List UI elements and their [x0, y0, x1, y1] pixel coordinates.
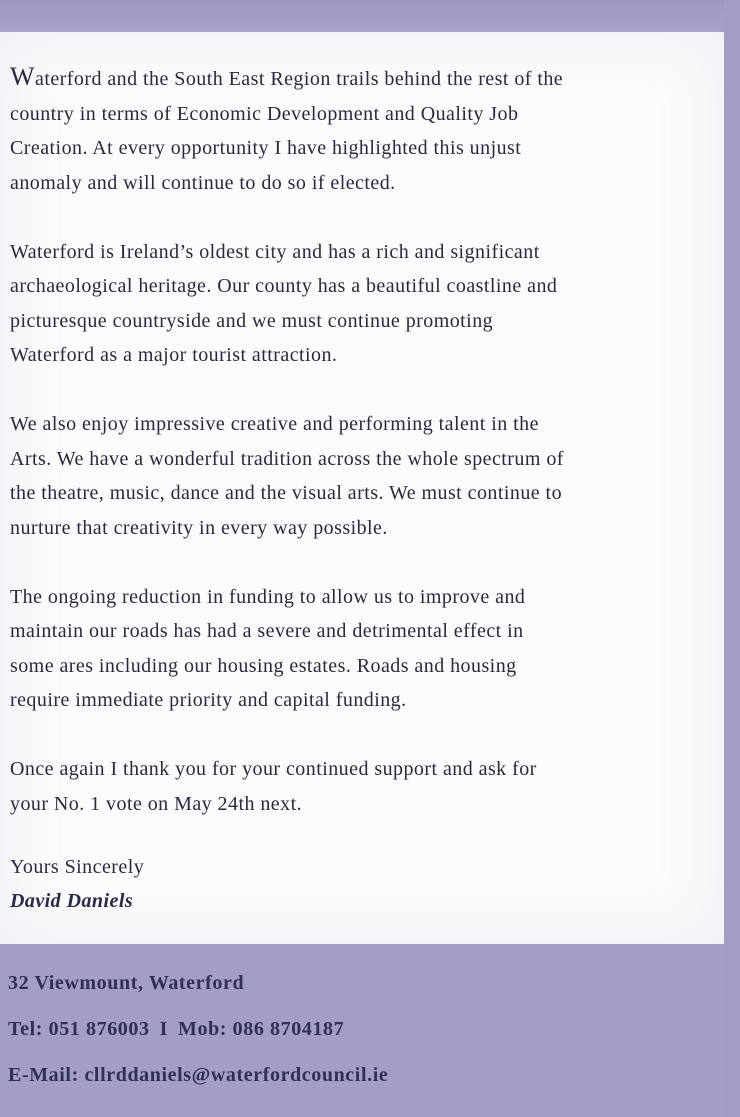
letter-body — [10, 60, 715, 856]
contact-tel: Tel: 051 876003 — [8, 1018, 150, 1040]
paragraph-heritage: Waterford is Ireland’s oldest city and has a rich and significant archaeological heritage. Our county has a beautiful coastline and picturesque countryside and we must continue promoting Waterford as a major tourist attraction. — [10, 240, 558, 366]
paragraph-text: aterford and the South East Region trails behind the rest of the country in terms of Economic Development and Quality Job Creation. At every opportunity I have highlighted this unjust anomaly and will continue to do so if elected. — [10, 68, 564, 194]
closing-salutation: Yours Sincerely — [10, 856, 145, 878]
closing-block — [10, 850, 144, 918]
paragraph-thanks: Once again I thank you for your continued support and ask for your No. 1 vote on May 24th next. — [10, 758, 537, 815]
contact-separator: I — [159, 1018, 168, 1040]
contact-email: E-Mail: cllrddaniels@waterfordcouncil.ie — [8, 1064, 389, 1086]
contact-address: 32 Viewmount, Waterford — [8, 972, 245, 994]
paragraph-economy — [10, 60, 715, 200]
contact-block — [8, 966, 388, 1104]
contact-mob: Mob: 086 8704187 — [178, 1018, 345, 1040]
drop-cap: W — [10, 62, 35, 91]
top-band — [0, 0, 740, 32]
signature-name: David Daniels — [10, 890, 134, 912]
paragraph-arts: We also enjoy impressive creative and performing talent in the Arts. We have a wonderful tradition across the whole spectrum of the theatre, music, dance and the visual arts. We must continue to nurture that creativity in every way possible. — [10, 413, 564, 539]
paragraph-roads: The ongoing reduction in funding to allow us to improve and maintain our roads has had a severe and detrimental effect in some ares including our housing estates. Roads and housing require immediate priority and capital funding. — [10, 585, 526, 711]
right-band — [724, 0, 740, 1117]
contact-phones — [8, 1012, 388, 1058]
